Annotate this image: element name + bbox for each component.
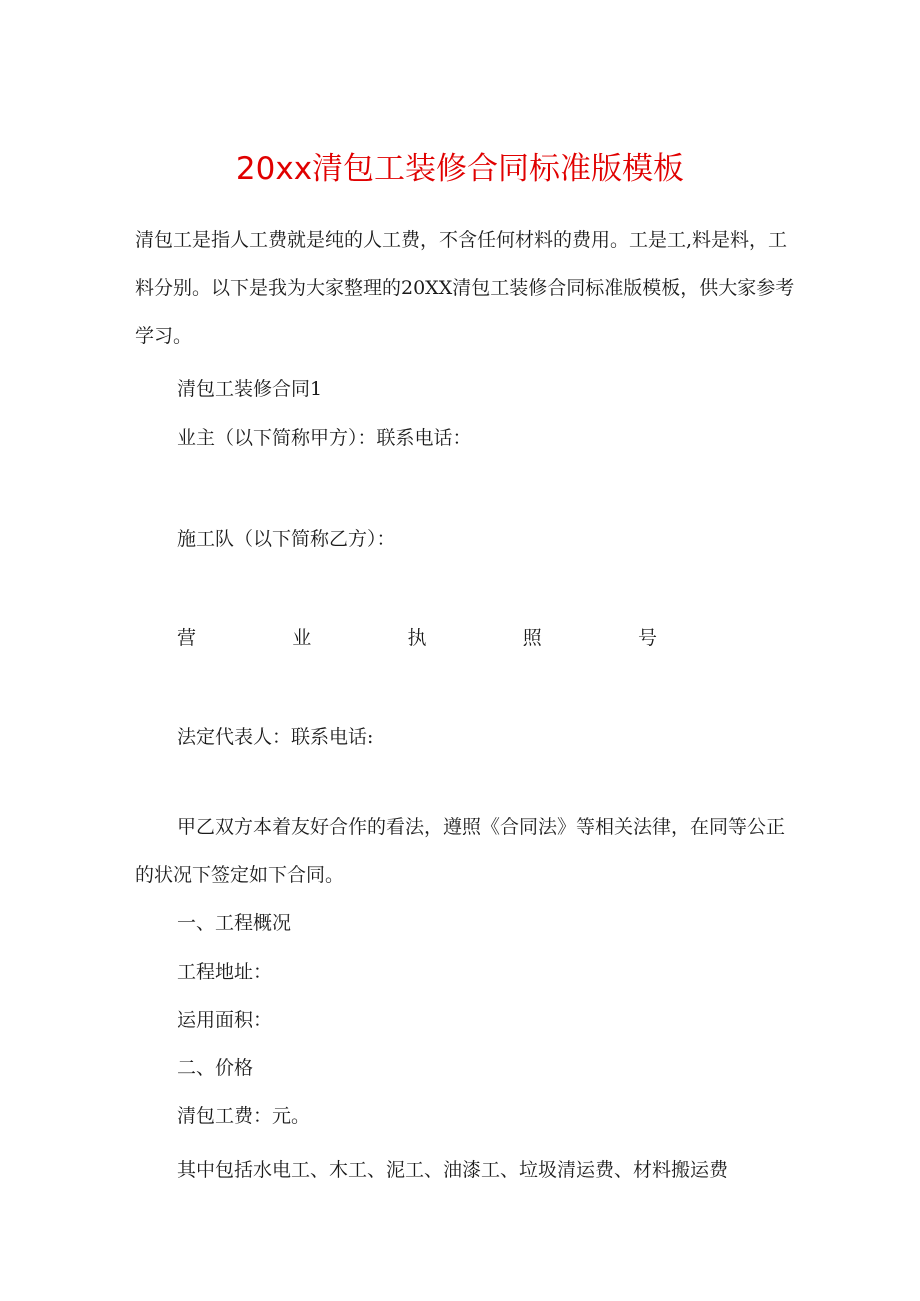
project-address-line: 工程地址：: [177, 961, 273, 983]
license-char: 业: [292, 627, 312, 649]
license-char: 号: [637, 627, 657, 649]
contractor-line: 施工队（以下简称乙方）：: [177, 528, 396, 550]
contract-heading: 清包工装修合同1: [177, 378, 323, 400]
labor-fee-line: 清包工费：元。: [177, 1105, 311, 1127]
legal-representative-line: 法定代表人：联系电话:: [177, 726, 374, 748]
section-2-title: 二、价格: [177, 1057, 254, 1079]
business-license-line: [177, 623, 657, 653]
usage-area-line: 运用面积：: [177, 1009, 273, 1031]
owner-line: 业主（以下简称甲方）：联系电话：: [177, 427, 472, 449]
agreement-paragraph: 甲乙双方本着友好合作的看法，遵照《合同法》等相关法律，在同等公正的状况下签定如下合同。: [135, 816, 786, 886]
section-1-title: 一、工程概况: [177, 912, 292, 934]
document-title: 20xx清包工装修合同标准版模板: [235, 151, 685, 187]
includes-line: 其中包括水电工、木工、泥工、油漆工、垃圾清运费、材料搬运费: [177, 1159, 729, 1181]
intro-paragraph: 清包工是指人工费就是纯的人工费，不含任何材料的费用。工是工,料是料，工料分别。以下是我为大家整理的20XX清包工装修合同标准版模板，供大家参考学习。: [135, 229, 795, 347]
license-char: 营: [177, 627, 197, 649]
license-char: 执: [407, 627, 427, 649]
license-char: 照: [522, 627, 542, 649]
